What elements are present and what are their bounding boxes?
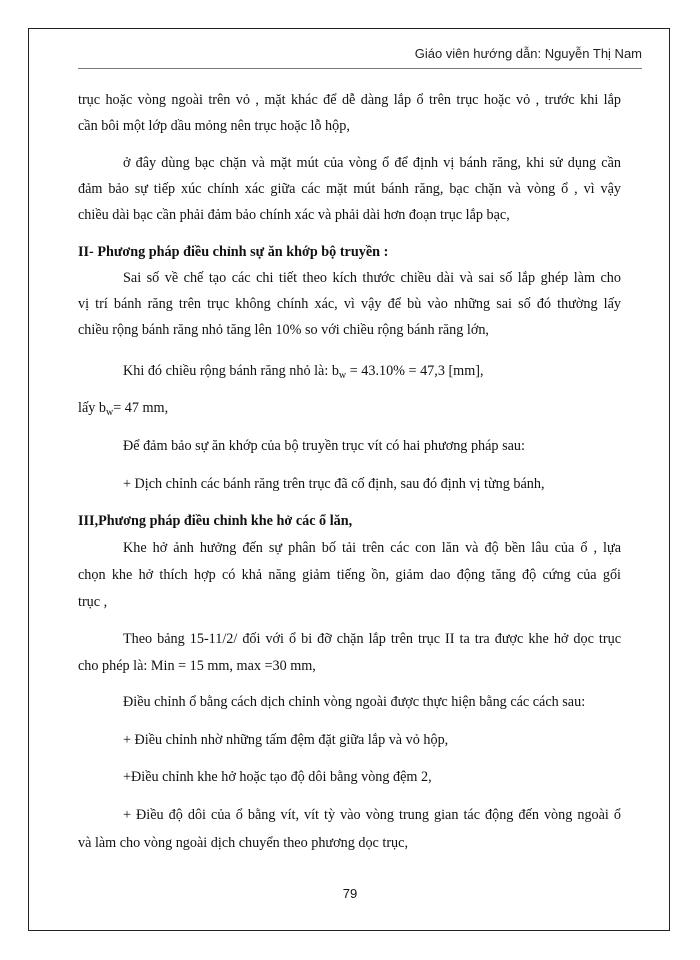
body-line: chiều dài bạc cần phải đảm bảo chính xác và phải dài hơn đoạn trục lắp bạc, (78, 207, 510, 223)
body-line: cho phép là: Min = 15 mm, max =30 mm, (78, 658, 316, 674)
page-number: 79 (342, 886, 358, 901)
formula-text: Khi đó chiều rộng bánh răng nhỏ là: b (123, 363, 339, 379)
body-line: cần bôi một lớp dầu mỏng nên trục hoặc lỗ hộp, (78, 118, 350, 134)
body-line: Điều chỉnh ổ bằng cách dịch chỉnh vòng ngoài được thực hiện bằng các cách sau: (123, 694, 586, 710)
body-line: trục , (78, 594, 108, 610)
formula-line (123, 362, 484, 385)
subscript: w (338, 370, 347, 381)
body-line: + Dịch chỉnh các bánh răng trên trục đã cố định, sau đó định vị từng bánh, (123, 476, 545, 492)
section-heading-ii: II- Phương pháp điều chỉnh sự ăn khớp bộ truyền : (78, 244, 389, 260)
section-heading-iii: III,Phương pháp điều chỉnh khe hở các ổ lăn, (78, 513, 353, 529)
header-rule (78, 68, 642, 69)
body-line: Sai số về chế tạo các chi tiết theo kích thước chiều dài và sai số lắp ghép làm cho (123, 270, 621, 286)
subscript: w (105, 407, 114, 418)
body-line: + Điều độ dôi của ổ bằng vít, vít tỳ vào vòng trung gian tác động đến vòng ngoài ổ (123, 807, 621, 823)
formula-text: lấy b (78, 400, 106, 416)
body-line: Để đảm bảo sự ăn khớp của bộ truyền trục vít có hai phương pháp sau: (123, 438, 525, 454)
body-line: vị trí bánh răng trên trục không chính xác, vì vậy để bù vào những sai số đó thường lấy (78, 296, 621, 312)
formula-value: = 47 mm, (113, 400, 169, 416)
body-line: Khe hở ảnh hưởng đến sự phân bố tải trên các con lăn và độ bền lâu của ổ , lựa (123, 540, 621, 556)
body-line: Theo bảng 15-11/2/ đối với ổ bi đỡ chặn lắp trên trục II ta tra được khe hở dọc trục (123, 631, 621, 647)
body-line: chiều rộng bánh răng nhỏ tăng lên 10% so với chiều rộng bánh răng lớn, (78, 322, 489, 338)
body-line: và làm cho vòng ngoài dịch chuyển theo phương dọc trục, (78, 835, 408, 851)
page-header: Giáo viên hướng dẫn: Nguyễn Thị Nam (414, 46, 642, 61)
body-line: ở đây dùng bạc chặn và mặt mút của vòng ổ để định vị bánh răng, khi sử dụng cần (123, 155, 621, 171)
formula-line (78, 399, 168, 422)
body-line: +Điều chỉnh khe hở hoặc tạo độ dôi bằng vòng đệm 2, (123, 769, 432, 785)
formula-value: = 43.10% = 47,3 [mm], (346, 363, 484, 379)
body-line: đảm bảo sự tiếp xúc chính xác giữa các mặt mút bánh răng, bạc chặn và vòng ổ , vì vậy (78, 181, 621, 197)
body-line: chọn khe hở thích hợp có khả năng giảm tiếng ồn, giảm dao động tăng độ cứng của gối (78, 567, 621, 583)
body-line: + Điều chỉnh nhờ những tấm đệm đặt giữa lắp và vỏ hộp, (123, 732, 449, 748)
body-line: trục hoặc vòng ngoài trên vỏ , mặt khác để dễ dàng lắp ổ trên trục hoặc vỏ , trước khi lắp (78, 92, 621, 108)
